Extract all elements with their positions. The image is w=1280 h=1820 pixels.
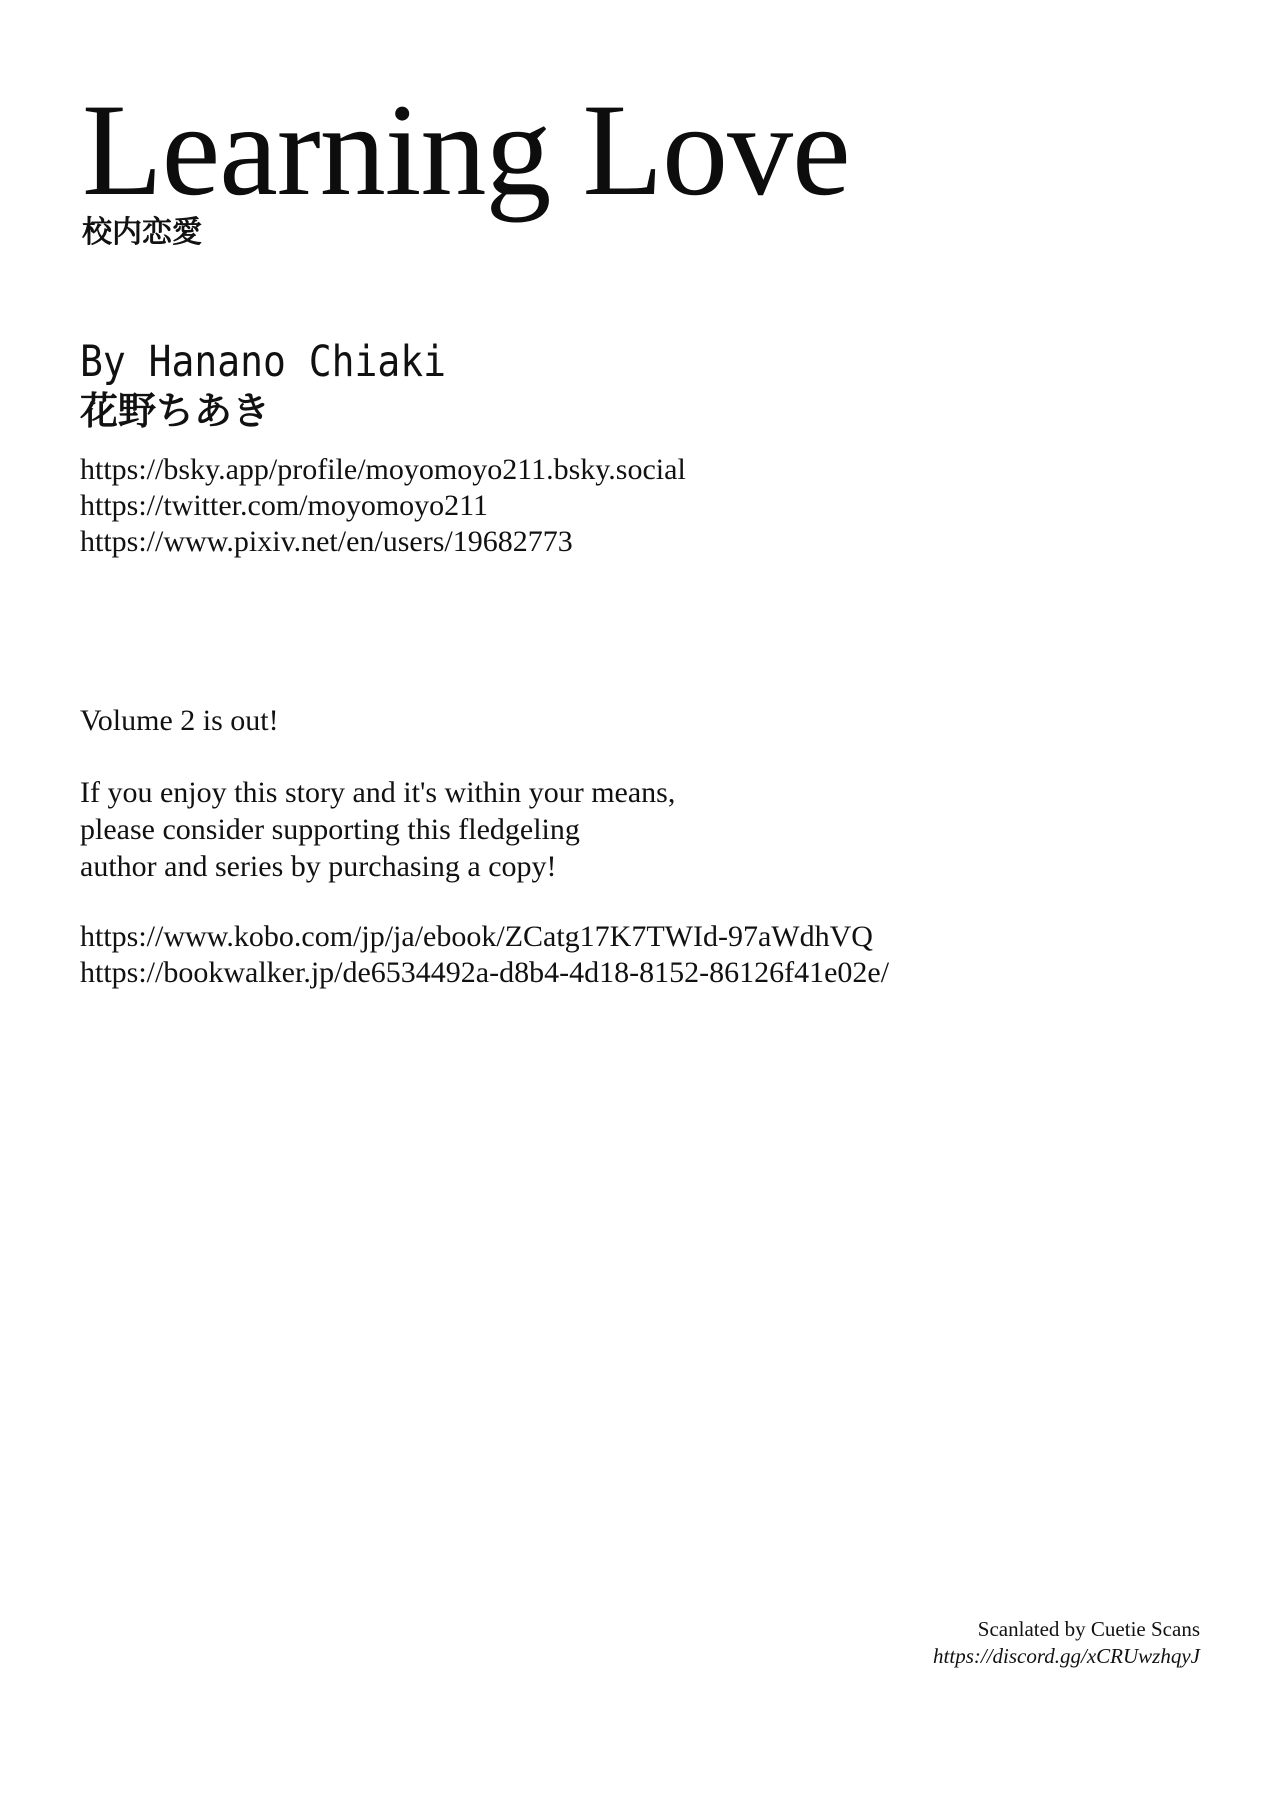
support-message-line: author and series by purchasing a copy! (80, 850, 557, 883)
author-links (80, 452, 686, 560)
support-message-line: If you enjoy this story and it's within your means, (80, 776, 676, 809)
japanese-title: 校内恋愛 (82, 215, 202, 250)
discord-link[interactable]: https://discord.gg/xCRUwzhqyJ (933, 1644, 1200, 1668)
pixiv-link[interactable]: https://www.pixiv.net/en/users/19682773 (80, 525, 573, 558)
store-links (80, 919, 889, 991)
kobo-link[interactable]: https://www.kobo.com/jp/ja/ebook/ZCatg17K7TWId-97aWdhVQ (80, 920, 873, 953)
bluesky-link[interactable]: https://bsky.app/profile/moyomoyo211.bsky.social (80, 453, 686, 486)
support-message (80, 774, 675, 885)
support-message-line: please consider supporting this fledgeling (80, 813, 580, 846)
bookwalker-link[interactable]: https://bookwalker.jp/de6534492a-d8b4-4d18-8152-86126f41e02e/ (80, 956, 890, 989)
scanlator-credit: Scanlated by Cuetie Scans (977, 1617, 1200, 1641)
twitter-link[interactable]: https://twitter.com/moyomoyo211 (80, 489, 489, 522)
author-name: By Hanano Chiaki (80, 336, 447, 386)
page-title: Learning Love (82, 76, 850, 223)
scanlation-credits (933, 1616, 1200, 1670)
volume-announcement: Volume 2 is out! (80, 704, 279, 737)
author-name-japanese: 花野ちあき (80, 389, 271, 433)
